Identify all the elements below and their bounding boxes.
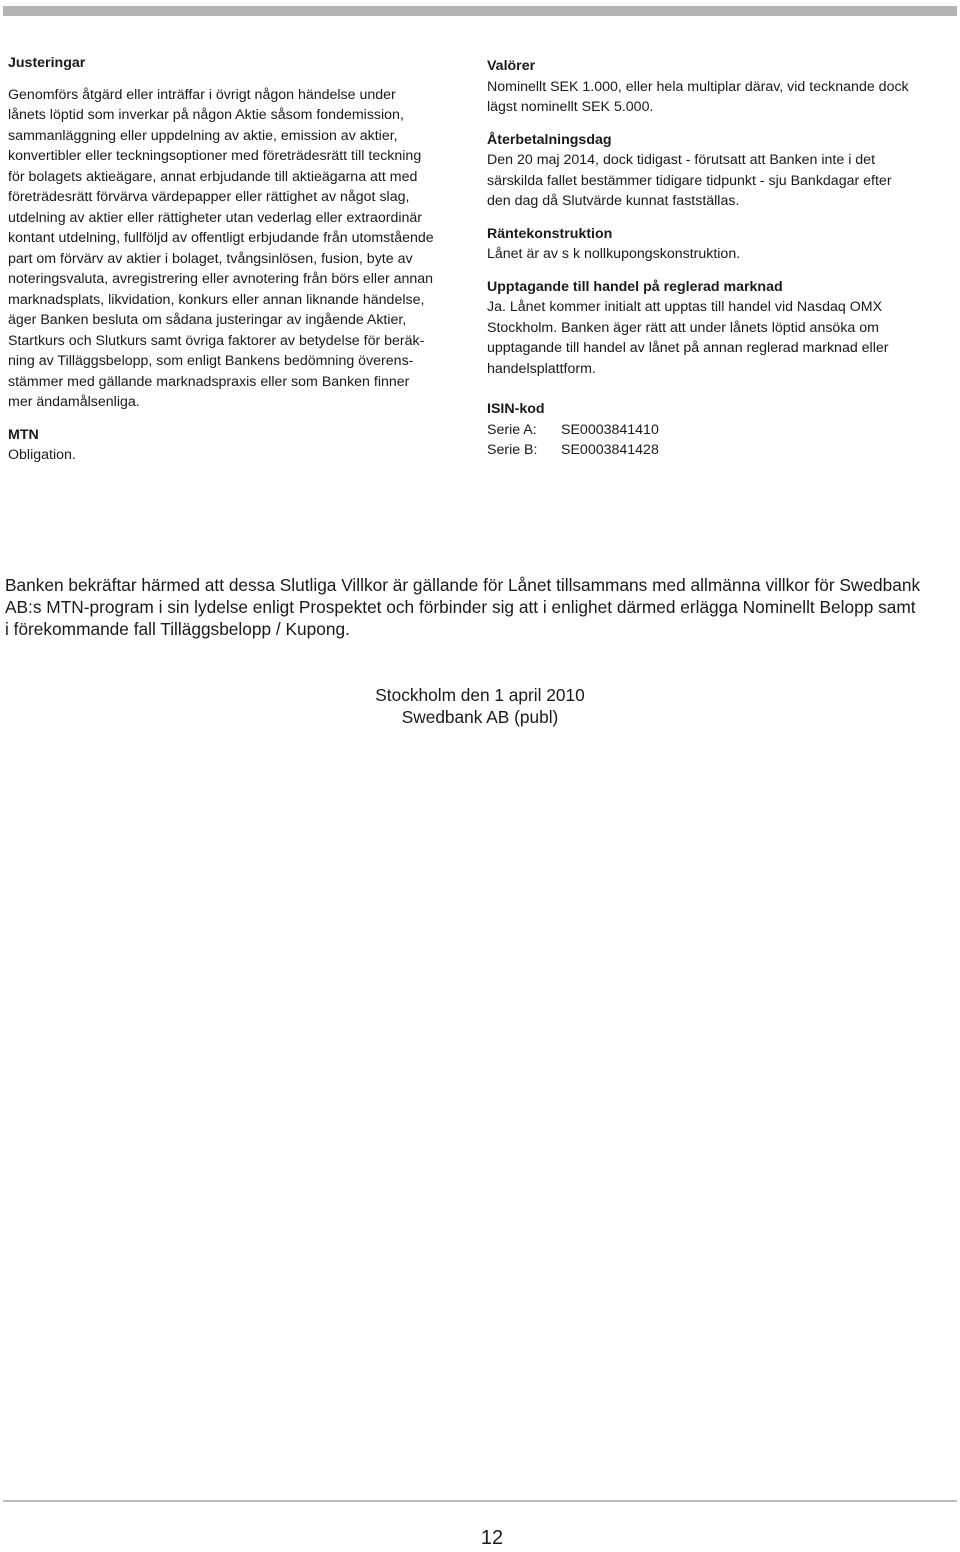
paragraph-line: kontant utdelning, fullföljd av offentligt erbjudande från utomstående <box>8 230 434 246</box>
isin-heading: ISIN-kod <box>487 401 545 417</box>
isin-label: Serie B: <box>487 442 538 458</box>
page-number: 12 <box>480 1527 504 1549</box>
paragraph-line: Stockholm. Banken äger rätt att under lånets löptid ansöka om <box>487 319 879 336</box>
upptagande-text <box>487 297 952 379</box>
upptagande-heading: Upptagande till handel på reglerad marknad <box>487 278 783 295</box>
isin-row-serie-a <box>487 420 952 441</box>
paragraph-line: sammanläggning eller uppdelning av aktie, emission av aktier, <box>8 127 398 144</box>
paragraph-line: företrädesrätt förvärva värdepapper eller rättighet av något slag, <box>8 189 410 205</box>
isin-label: Serie A: <box>487 421 537 438</box>
paragraph-line: för bolagets aktieägare, annat erbjudande till aktieägarna att med <box>8 168 418 185</box>
paragraph-line: lägst nominellt SEK 5.000. <box>487 99 654 115</box>
paragraph-line: Lånet är av s k nollkupongskonstruktion. <box>487 246 741 262</box>
mtn-text: Obligation. <box>8 447 76 463</box>
justeringar-paragraph <box>8 85 470 413</box>
signature-place-date: Stockholm den 1 april 2010 <box>375 685 585 705</box>
rantekonstruktion-text <box>487 244 952 265</box>
confirmation-statement <box>5 574 960 640</box>
justeringar-heading: Justeringar <box>8 55 86 71</box>
header-bar <box>3 6 957 16</box>
isin-value: SE0003841428 <box>561 442 659 458</box>
paragraph-line: äger Banken besluta om sådana justeringar av ingående Aktier, <box>8 312 407 328</box>
paragraph-line: Genomförs åtgärd eller inträffar i övrigt någon händelse under <box>8 86 396 103</box>
aterbetalningsdag-heading: Återbetalningsdag <box>487 131 612 148</box>
aterbetalningsdag-text <box>487 150 952 212</box>
paragraph-line: konvertibler eller teckningsoptioner med företrädesrätt till teckning <box>8 148 422 164</box>
paragraph-line: noteringsvaluta, avregistrering eller avnotering från börs eller annan <box>8 271 434 287</box>
valorer-text <box>487 77 952 118</box>
valorer-heading: Valörer <box>487 58 536 74</box>
left-column <box>8 53 470 466</box>
mtn-heading: MTN <box>8 426 39 443</box>
paragraph-line: den dag då Slutvärde kunnat fastställas. <box>487 193 740 209</box>
statement-line: AB:s MTN-program i sin lydelse enligt Prospektet och förbinder sig att i enlighet därmed erlägga Nominellt Belopp samt <box>5 597 916 617</box>
paragraph-line: särskilda fallet bestämmer tidigare tidpunkt - sju Bankdagar efter <box>487 172 892 189</box>
paragraph-line: mer ändamålsenliga. <box>8 394 140 410</box>
paragraph-line: marknadsplats, likvidation, konkurs eller annan liknande händelse, <box>8 291 425 308</box>
isin-value: SE0003841410 <box>561 421 659 438</box>
paragraph-line: handelsplattform. <box>487 360 596 377</box>
statement-line: Banken bekräftar härmed att dessa Slutliga Villkor är gällande för Lånet tillsammans med allmänna villkor för Swedbank <box>5 575 921 595</box>
paragraph-line: Startkurs och Slutkurs samt övriga faktorer av betydelse för beräk- <box>8 332 425 349</box>
paragraph-line: Den 20 maj 2014, dock tidigast - förutsatt att Banken inte i det <box>487 152 876 168</box>
paragraph-line: utdelning av aktier eller rättigheter utan vederlag eller extraordinär <box>8 209 423 226</box>
signature-issuer: Swedbank AB (publ) <box>401 707 559 727</box>
isin-row-serie-b <box>487 440 952 461</box>
paragraph-line: part om förvärv av aktier i bolaget, tvångsinlösen, fusion, byte av <box>8 250 413 267</box>
signature-block <box>0 684 960 728</box>
paragraph-line: Nominellt SEK 1.000, eller hela multiplar därav, vid tecknande dock <box>487 78 909 95</box>
paragraph-line: ning av Tilläggsbelopp, som enligt Bankens bedömning överens- <box>8 353 414 369</box>
paragraph-line: stämmer med gällande marknadspraxis eller som Banken finner <box>8 373 410 390</box>
right-column <box>487 56 952 461</box>
paragraph-line: lånets löptid som inverkar på någon Aktie såsom fondemission, <box>8 107 404 123</box>
rantekonstruktion-heading: Räntekonstruktion <box>487 225 613 242</box>
paragraph-line: Ja. Lånet kommer initialt att upptas till handel vid Nasdaq OMX <box>487 299 883 315</box>
paragraph-line: upptagande till handel av lånet på annan reglerad marknad eller <box>487 340 889 356</box>
footer-divider <box>3 1500 957 1502</box>
statement-line: i förekommande fall Tilläggsbelopp / Kupong. <box>5 619 350 639</box>
